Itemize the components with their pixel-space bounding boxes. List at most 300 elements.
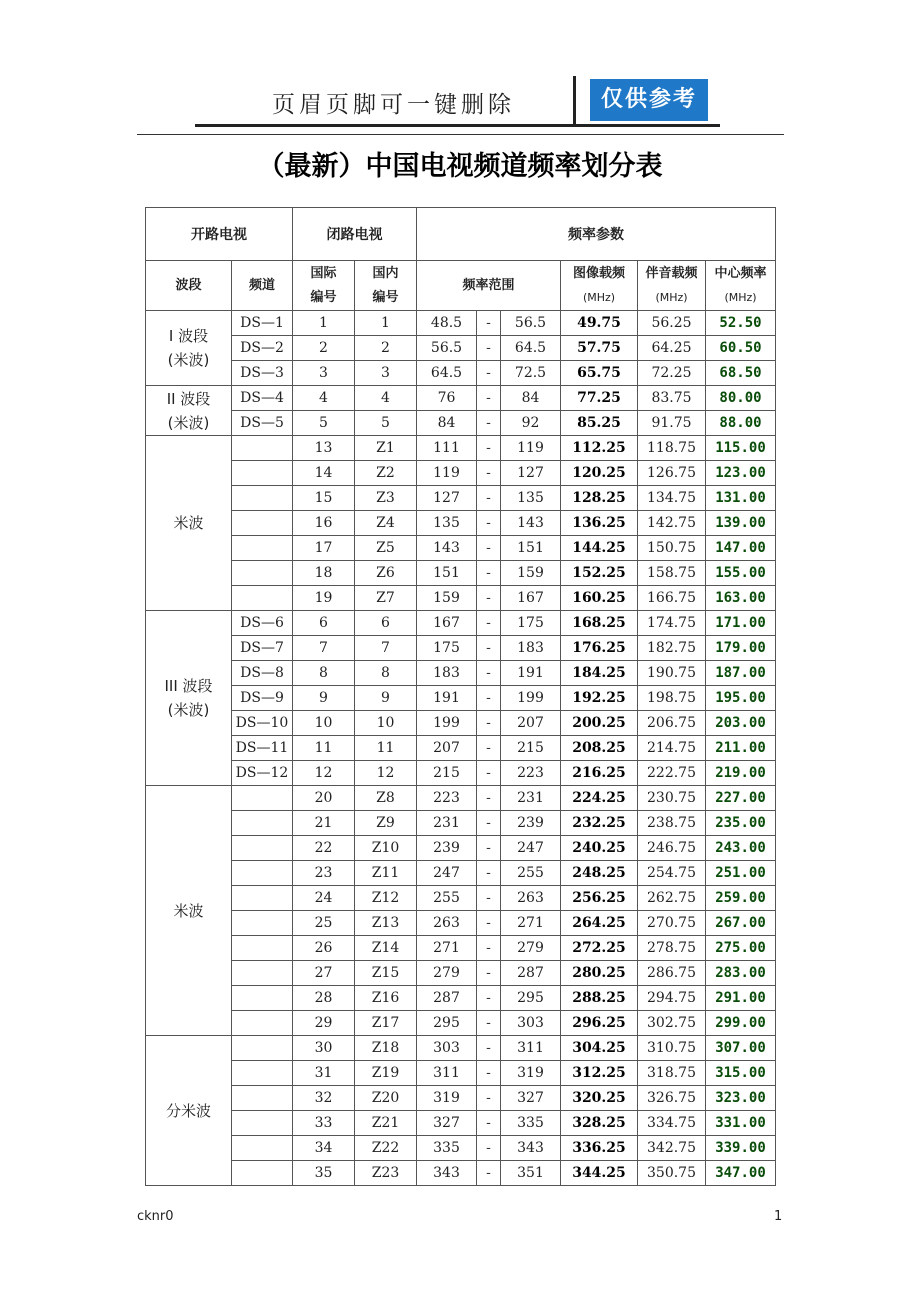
sound-carrier-cell: 302.75: [638, 1011, 706, 1036]
band-label-line: II 波段: [166, 389, 211, 408]
band-cell: [146, 311, 232, 386]
table-row: [146, 686, 776, 711]
table-row: [146, 586, 776, 611]
image-carrier-cell: 136.25: [561, 511, 638, 536]
table-row: [146, 461, 776, 486]
center-freq-cell: 219.00: [706, 761, 776, 786]
dom-no-cell: Z4: [355, 511, 417, 536]
range-dash-cell: -: [477, 1036, 501, 1061]
range-high-cell: 151: [501, 536, 561, 561]
intl-no-cell: 2: [293, 336, 355, 361]
sound-carrier-cell: 64.25: [638, 336, 706, 361]
range-high-cell: 135: [501, 486, 561, 511]
header-text: 页眉页脚可一键删除: [272, 92, 515, 118]
sound-carrier-cell: 83.75: [638, 386, 706, 411]
range-high-cell: 84: [501, 386, 561, 411]
range-dash-cell: -: [477, 586, 501, 611]
range-high-cell: 175: [501, 611, 561, 636]
table-row: [146, 1161, 776, 1186]
range-dash-cell: -: [477, 461, 501, 486]
table-row: [146, 736, 776, 761]
channel-cell: DS—9: [232, 686, 293, 711]
image-carrier-cell: 65.75: [561, 361, 638, 386]
range-low-cell: 271: [417, 936, 477, 961]
intl-no-cell: 12: [293, 761, 355, 786]
center-freq-cell: 147.00: [706, 536, 776, 561]
image-carrier-cell: 328.25: [561, 1111, 638, 1136]
range-high-cell: 167: [501, 586, 561, 611]
header-rule-thick: [195, 124, 720, 127]
sound-carrier-cell: 182.75: [638, 636, 706, 661]
channel-cell: [232, 936, 293, 961]
intl-no-cell: 27: [293, 961, 355, 986]
image-carrier-cell: 49.75: [561, 311, 638, 336]
table-row: [146, 361, 776, 386]
dom-no-cell: Z7: [355, 586, 417, 611]
range-low-cell: 48.5: [417, 311, 477, 336]
dom-no-cell: Z22: [355, 1136, 417, 1161]
range-high-cell: 215: [501, 736, 561, 761]
table-row: [146, 486, 776, 511]
col-header-intl-no: [293, 261, 355, 311]
channel-cell: [232, 561, 293, 586]
sound-carrier-cell: 334.75: [638, 1111, 706, 1136]
image-carrier-cell: 232.25: [561, 811, 638, 836]
col-header-dom-no-line2: 编号: [372, 289, 399, 305]
range-dash-cell: -: [477, 411, 501, 436]
col-header-image: [561, 261, 638, 311]
range-low-cell: 175: [417, 636, 477, 661]
center-freq-cell: 275.00: [706, 936, 776, 961]
intl-no-cell: 31: [293, 1061, 355, 1086]
group-header-freq-params: 频率参数: [417, 208, 776, 261]
dom-no-cell: Z8: [355, 786, 417, 811]
table-row: [146, 886, 776, 911]
intl-no-cell: 33: [293, 1111, 355, 1136]
range-high-cell: 287: [501, 961, 561, 986]
channel-cell: [232, 1011, 293, 1036]
table-row: [146, 761, 776, 786]
intl-no-cell: 34: [293, 1136, 355, 1161]
sound-carrier-cell: 174.75: [638, 611, 706, 636]
image-carrier-cell: 152.25: [561, 561, 638, 586]
range-dash-cell: -: [477, 1136, 501, 1161]
center-freq-cell: 139.00: [706, 511, 776, 536]
band-label-line: (米波): [167, 701, 210, 719]
center-freq-cell: 235.00: [706, 811, 776, 836]
band-label-line: 分米波: [165, 1101, 211, 1120]
table-row: [146, 386, 776, 411]
range-dash-cell: -: [477, 986, 501, 1011]
table-row: [146, 711, 776, 736]
table-row: [146, 1136, 776, 1161]
range-low-cell: 287: [417, 986, 477, 1011]
center-freq-cell: 291.00: [706, 986, 776, 1011]
band-label-line: (米波): [167, 413, 210, 432]
range-high-cell: 72.5: [501, 361, 561, 386]
intl-no-cell: 35: [293, 1161, 355, 1186]
image-carrier-cell: 112.25: [561, 436, 638, 461]
center-freq-cell: 203.00: [706, 711, 776, 736]
dom-no-cell: Z2: [355, 461, 417, 486]
channel-cell: [232, 911, 293, 936]
range-high-cell: 335: [501, 1111, 561, 1136]
range-dash-cell: -: [477, 686, 501, 711]
range-high-cell: 263: [501, 886, 561, 911]
center-freq-cell: 323.00: [706, 1086, 776, 1111]
channel-cell: DS—11: [232, 736, 293, 761]
channel-cell: [232, 1111, 293, 1136]
channel-cell: [232, 886, 293, 911]
range-dash-cell: -: [477, 661, 501, 686]
channel-cell: [232, 1036, 293, 1061]
dom-no-cell: Z16: [355, 986, 417, 1011]
image-carrier-cell: 264.25: [561, 911, 638, 936]
range-high-cell: 231: [501, 786, 561, 811]
dom-no-cell: Z17: [355, 1011, 417, 1036]
image-carrier-cell: 85.25: [561, 411, 638, 436]
image-carrier-cell: 280.25: [561, 961, 638, 986]
dom-no-cell: Z6: [355, 561, 417, 586]
range-dash-cell: -: [477, 961, 501, 986]
range-low-cell: 151: [417, 561, 477, 586]
range-high-cell: 351: [501, 1161, 561, 1186]
range-low-cell: 239: [417, 836, 477, 861]
table-row: [146, 536, 776, 561]
image-carrier-cell: 256.25: [561, 886, 638, 911]
intl-no-cell: 23: [293, 861, 355, 886]
band-label-line: 米波: [173, 901, 204, 920]
range-high-cell: 64.5: [501, 336, 561, 361]
col-header-image-unit: (MHz): [582, 290, 616, 304]
dom-no-cell: Z19: [355, 1061, 417, 1086]
header-rule-thin: [137, 134, 784, 135]
range-high-cell: 247: [501, 836, 561, 861]
intl-no-cell: 7: [293, 636, 355, 661]
table-row: [146, 786, 776, 811]
channel-cell: [232, 1061, 293, 1086]
band-label-line: I 波段: [168, 327, 209, 345]
range-dash-cell: -: [477, 486, 501, 511]
sound-carrier-cell: 142.75: [638, 511, 706, 536]
range-low-cell: 64.5: [417, 361, 477, 386]
range-dash-cell: -: [477, 561, 501, 586]
intl-no-cell: 28: [293, 986, 355, 1011]
image-carrier-cell: 320.25: [561, 1086, 638, 1111]
center-freq-cell: 187.00: [706, 661, 776, 686]
image-carrier-cell: 160.25: [561, 586, 638, 611]
dom-no-cell: 8: [355, 661, 417, 686]
sound-carrier-cell: 230.75: [638, 786, 706, 811]
range-high-cell: 199: [501, 686, 561, 711]
sound-carrier-cell: 246.75: [638, 836, 706, 861]
intl-no-cell: 17: [293, 536, 355, 561]
range-low-cell: 84: [417, 411, 477, 436]
page-header: [0, 0, 920, 140]
col-header-center-label: 中心频率: [714, 265, 767, 281]
intl-no-cell: 6: [293, 611, 355, 636]
sound-carrier-cell: 190.75: [638, 661, 706, 686]
range-dash-cell: -: [477, 886, 501, 911]
image-carrier-cell: 168.25: [561, 611, 638, 636]
dom-no-cell: 2: [355, 336, 417, 361]
table-row: [146, 961, 776, 986]
intl-no-cell: 19: [293, 586, 355, 611]
range-dash-cell: -: [477, 736, 501, 761]
image-carrier-cell: 336.25: [561, 1136, 638, 1161]
center-freq-cell: 68.50: [706, 361, 776, 386]
channel-cell: DS—8: [232, 661, 293, 686]
col-header-range: 频率范围: [417, 261, 561, 311]
table-row: [146, 561, 776, 586]
channel-frequency-table: [145, 207, 776, 1186]
range-low-cell: 199: [417, 711, 477, 736]
range-low-cell: 76: [417, 386, 477, 411]
table-row: [146, 836, 776, 861]
range-high-cell: 183: [501, 636, 561, 661]
intl-no-cell: 3: [293, 361, 355, 386]
band-label-line: III 波段: [164, 677, 213, 695]
image-carrier-cell: 184.25: [561, 661, 638, 686]
channel-cell: [232, 1086, 293, 1111]
band-cell: [146, 386, 232, 436]
range-high-cell: 343: [501, 1136, 561, 1161]
table-row: [146, 661, 776, 686]
image-carrier-cell: 120.25: [561, 461, 638, 486]
range-dash-cell: -: [477, 386, 501, 411]
range-low-cell: 335: [417, 1136, 477, 1161]
sound-carrier-cell: 56.25: [638, 311, 706, 336]
range-low-cell: 183: [417, 661, 477, 686]
center-freq-cell: 227.00: [706, 786, 776, 811]
channel-cell: [232, 511, 293, 536]
col-header-image-label: 图像载频: [572, 265, 625, 281]
dom-no-cell: Z9: [355, 811, 417, 836]
range-high-cell: 303: [501, 1011, 561, 1036]
range-dash-cell: -: [477, 511, 501, 536]
channel-cell: [232, 1161, 293, 1186]
channel-cell: [232, 436, 293, 461]
col-header-sound: [638, 261, 706, 311]
range-low-cell: 247: [417, 861, 477, 886]
sound-carrier-cell: 342.75: [638, 1136, 706, 1161]
center-freq-cell: 163.00: [706, 586, 776, 611]
range-dash-cell: -: [477, 786, 501, 811]
channel-cell: DS—7: [232, 636, 293, 661]
image-carrier-cell: 57.75: [561, 336, 638, 361]
range-dash-cell: -: [477, 1011, 501, 1036]
table-row: [146, 636, 776, 661]
table-row: [146, 986, 776, 1011]
range-high-cell: 92: [501, 411, 561, 436]
range-high-cell: 319: [501, 1061, 561, 1086]
image-carrier-cell: 272.25: [561, 936, 638, 961]
channel-cell: DS—5: [232, 411, 293, 436]
col-header-intl-no-line2: 编号: [310, 289, 337, 305]
channel-cell: [232, 586, 293, 611]
dom-no-cell: Z18: [355, 1036, 417, 1061]
channel-cell: DS—6: [232, 611, 293, 636]
range-dash-cell: -: [477, 1061, 501, 1086]
sound-carrier-cell: 198.75: [638, 686, 706, 711]
image-carrier-cell: 312.25: [561, 1061, 638, 1086]
range-low-cell: 215: [417, 761, 477, 786]
table-row: [146, 436, 776, 461]
range-high-cell: 327: [501, 1086, 561, 1111]
image-carrier-cell: 240.25: [561, 836, 638, 861]
range-dash-cell: -: [477, 611, 501, 636]
dom-no-cell: 4: [355, 386, 417, 411]
footer-page-number: 1: [774, 1209, 783, 1224]
col-header-dom-no-line1: 国内: [372, 265, 399, 281]
range-low-cell: 159: [417, 586, 477, 611]
table-row: [146, 611, 776, 636]
range-dash-cell: -: [477, 336, 501, 361]
intl-no-cell: 25: [293, 911, 355, 936]
range-high-cell: 239: [501, 811, 561, 836]
col-header-center: [706, 261, 776, 311]
table-row: [146, 911, 776, 936]
table-row: [146, 1061, 776, 1086]
dom-no-cell: 10: [355, 711, 417, 736]
channel-cell: [232, 486, 293, 511]
range-low-cell: 127: [417, 486, 477, 511]
table-row: [146, 1086, 776, 1111]
header-divider: [573, 76, 576, 124]
dom-no-cell: Z12: [355, 886, 417, 911]
dom-no-cell: 11: [355, 736, 417, 761]
sound-carrier-cell: 238.75: [638, 811, 706, 836]
range-low-cell: 231: [417, 811, 477, 836]
intl-no-cell: 26: [293, 936, 355, 961]
range-low-cell: 191: [417, 686, 477, 711]
sound-carrier-cell: 326.75: [638, 1086, 706, 1111]
table-row: [146, 1011, 776, 1036]
center-freq-cell: 195.00: [706, 686, 776, 711]
intl-no-cell: 20: [293, 786, 355, 811]
image-carrier-cell: 248.25: [561, 861, 638, 886]
intl-no-cell: 15: [293, 486, 355, 511]
dom-no-cell: 6: [355, 611, 417, 636]
sound-carrier-cell: 222.75: [638, 761, 706, 786]
intl-no-cell: 16: [293, 511, 355, 536]
sound-carrier-cell: 91.75: [638, 411, 706, 436]
sound-carrier-cell: 134.75: [638, 486, 706, 511]
intl-no-cell: 11: [293, 736, 355, 761]
image-carrier-cell: 288.25: [561, 986, 638, 1011]
dom-no-cell: Z10: [355, 836, 417, 861]
range-low-cell: 255: [417, 886, 477, 911]
sound-carrier-cell: 118.75: [638, 436, 706, 461]
center-freq-cell: 60.50: [706, 336, 776, 361]
header-badge: 仅供参考: [590, 79, 708, 121]
range-low-cell: 327: [417, 1111, 477, 1136]
range-dash-cell: -: [477, 636, 501, 661]
channel-cell: DS—2: [232, 336, 293, 361]
range-dash-cell: -: [477, 311, 501, 336]
sound-carrier-cell: 158.75: [638, 561, 706, 586]
intl-no-cell: 24: [293, 886, 355, 911]
sound-carrier-cell: 318.75: [638, 1061, 706, 1086]
center-freq-cell: 171.00: [706, 611, 776, 636]
range-low-cell: 319: [417, 1086, 477, 1111]
channel-cell: [232, 461, 293, 486]
col-header-channel: 频道: [232, 261, 293, 311]
range-dash-cell: -: [477, 836, 501, 861]
range-dash-cell: -: [477, 861, 501, 886]
intl-no-cell: 13: [293, 436, 355, 461]
dom-no-cell: Z13: [355, 911, 417, 936]
dom-no-cell: Z11: [355, 861, 417, 886]
channel-cell: [232, 786, 293, 811]
dom-no-cell: Z3: [355, 486, 417, 511]
channel-cell: DS—12: [232, 761, 293, 786]
center-freq-cell: 315.00: [706, 1061, 776, 1086]
channel-cell: [232, 836, 293, 861]
dom-no-cell: 9: [355, 686, 417, 711]
dom-no-cell: Z1: [355, 436, 417, 461]
table-row: [146, 936, 776, 961]
center-freq-cell: 331.00: [706, 1111, 776, 1136]
table-row: [146, 336, 776, 361]
range-dash-cell: -: [477, 1161, 501, 1186]
center-freq-cell: 259.00: [706, 886, 776, 911]
intl-no-cell: 5: [293, 411, 355, 436]
range-high-cell: 127: [501, 461, 561, 486]
range-dash-cell: -: [477, 1086, 501, 1111]
range-low-cell: 303: [417, 1036, 477, 1061]
col-header-band: 波段: [146, 261, 232, 311]
channel-cell: [232, 536, 293, 561]
range-high-cell: 271: [501, 911, 561, 936]
image-carrier-cell: 192.25: [561, 686, 638, 711]
image-carrier-cell: 200.25: [561, 711, 638, 736]
page-title: （最新）中国电视频道频率划分表: [257, 151, 663, 182]
range-low-cell: 135: [417, 511, 477, 536]
image-carrier-cell: 304.25: [561, 1036, 638, 1061]
center-freq-cell: 52.50: [706, 311, 776, 336]
range-high-cell: 223: [501, 761, 561, 786]
sound-carrier-cell: 262.75: [638, 886, 706, 911]
image-carrier-cell: 128.25: [561, 486, 638, 511]
center-freq-cell: 347.00: [706, 1161, 776, 1186]
band-label-line: (米波): [167, 351, 210, 369]
range-low-cell: 279: [417, 961, 477, 986]
sound-carrier-cell: 286.75: [638, 961, 706, 986]
image-carrier-cell: 224.25: [561, 786, 638, 811]
table-body: [146, 311, 776, 1186]
dom-no-cell: Z15: [355, 961, 417, 986]
band-label-line: 米波: [173, 514, 204, 532]
image-carrier-cell: 176.25: [561, 636, 638, 661]
table-row: [146, 511, 776, 536]
image-carrier-cell: 344.25: [561, 1161, 638, 1186]
dom-no-cell: Z14: [355, 936, 417, 961]
range-dash-cell: -: [477, 1111, 501, 1136]
sound-carrier-cell: 270.75: [638, 911, 706, 936]
dom-no-cell: Z20: [355, 1086, 417, 1111]
col-header-intl-no-line1: 国际: [310, 265, 337, 281]
range-low-cell: 167: [417, 611, 477, 636]
intl-no-cell: 8: [293, 661, 355, 686]
intl-no-cell: 4: [293, 386, 355, 411]
center-freq-cell: 283.00: [706, 961, 776, 986]
intl-no-cell: 22: [293, 836, 355, 861]
sound-carrier-cell: 350.75: [638, 1161, 706, 1186]
range-low-cell: 311: [417, 1061, 477, 1086]
range-dash-cell: -: [477, 811, 501, 836]
range-high-cell: 279: [501, 936, 561, 961]
